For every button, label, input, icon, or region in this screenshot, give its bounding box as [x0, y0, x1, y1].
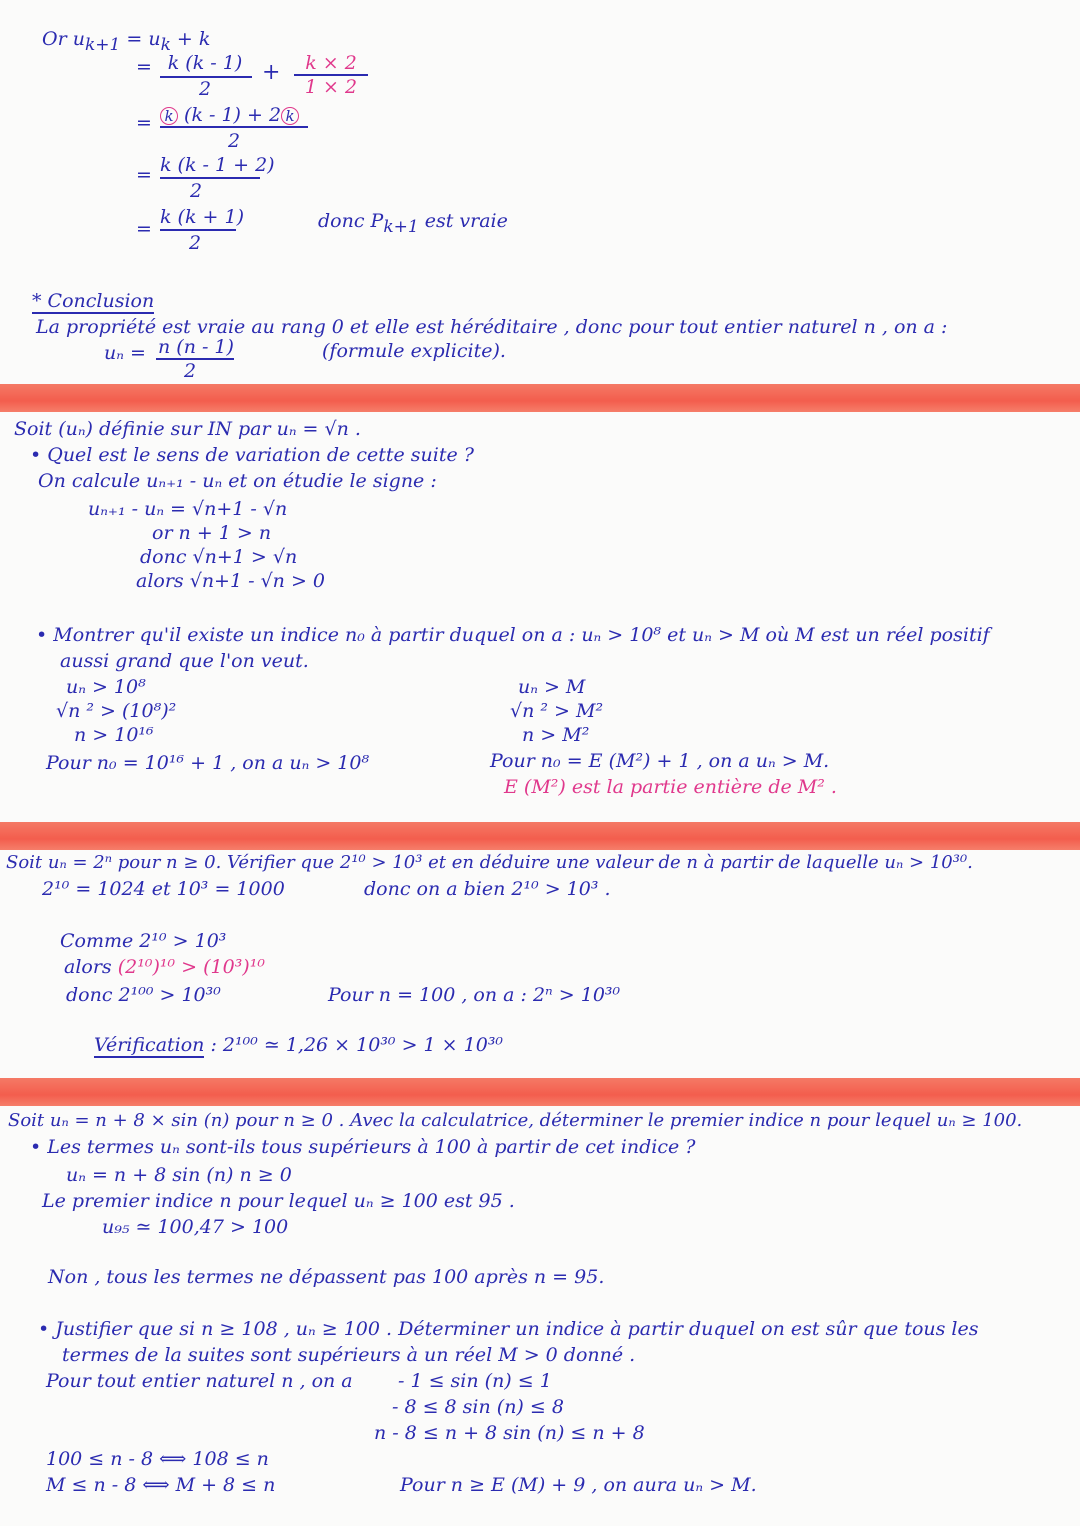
frac1-den: 2 — [198, 78, 212, 100]
s1-question-2b: aussi grand que l'on veut. — [60, 650, 309, 672]
frac2-num-text: (k - 1) + 2 — [178, 104, 282, 126]
s3-final: Pour n ≥ E (M) + 9 , on aura uₙ > M. — [400, 1474, 757, 1496]
or-line: Or $u_{k+1} = u_k + k$ — [42, 28, 211, 55]
frac1b-den: 1 × 2 — [304, 76, 358, 98]
frac4-bar — [160, 229, 236, 231]
conclusion-line: La propriété est vraie au rang 0 et elle est héréditaire , donc pour tout entier naturel n , on a : — [36, 316, 948, 338]
s1-donc: donc √n+1 > √n — [140, 546, 298, 568]
highlight-separator-2 — [0, 822, 1080, 850]
s1-diff: uₙ₊₁ - uₙ = √n+1 - √n — [88, 498, 288, 520]
s2-verif-value: : 2¹⁰⁰ ≃ 1,26 × 10³⁰ > 1 × 10³⁰ — [204, 1034, 504, 1056]
s2-statement: Soit uₙ = 2ⁿ pour n ≥ 0. Vérifier que 2¹⁰ > 10³ et en déduire une valeur de n à partir de laquelle uₙ > 10³⁰. — [6, 852, 973, 873]
frac4-num: k (k + 1) — [160, 206, 244, 228]
s2-comme: Comme 2¹⁰ > 10³ — [60, 930, 227, 952]
s1-b5: E (M²) est la partie entière de M² . — [504, 776, 837, 798]
frac1-num: k (k - 1) — [167, 52, 243, 74]
s2-donc: donc on a bien 2¹⁰ > 10³ . — [364, 878, 611, 900]
s1-a1: uₙ > 10⁸ — [66, 676, 146, 698]
s3-u95: u₉₅ ≃ 100,47 > 100 — [102, 1216, 289, 1238]
s3-question-2: • Justifier que si n ≥ 108 , uₙ ≥ 100 . Déterminer un indice à partir duquel on est sûr que tous les — [38, 1318, 979, 1340]
s3-question-1: • Les termes uₙ sont-ils tous supérieurs à 100 à partir de cet indice ? — [30, 1136, 696, 1158]
s1-calc-intro: On calcule uₙ₊₁ - uₙ et on étudie le signe : — [38, 470, 437, 492]
s3-pour-tout: Pour tout entier naturel n , on a — [46, 1370, 353, 1392]
donc-text: donc P — [318, 210, 384, 232]
s1-b4: Pour n₀ = E (M²) + 1 , on a uₙ > M. — [490, 750, 830, 772]
un-frac-den: 2 — [183, 360, 197, 382]
frac2-bar — [160, 126, 308, 128]
s2-donc2: donc 2¹⁰⁰ > 10³⁰ — [66, 984, 221, 1006]
donc-p-vraie — [318, 210, 508, 237]
s2-calc: 2¹⁰ = 1024 et 10³ = 1000 — [42, 878, 285, 900]
s2-alors-word: alors — [64, 956, 118, 978]
highlight-separator-3 — [0, 1078, 1080, 1106]
or-plus-k: + k — [170, 28, 211, 50]
un-eq: uₙ = — [104, 342, 146, 364]
s3-ineq-3: n - 8 ≤ n + 8 sin (n) ≤ n + 8 — [374, 1422, 645, 1444]
s3-equiv-2: M ≤ n - 8 ⟺ M + 8 ≤ n — [46, 1474, 276, 1496]
s3-ineq-1: - 1 ≤ sin (n) ≤ 1 — [398, 1370, 552, 1392]
s1-a4: Pour n₀ = 10¹⁶ + 1 , on a uₙ > 10⁸ — [46, 752, 370, 774]
s2-alors-expr: (2¹⁰)¹⁰ > (10³)¹⁰ — [117, 956, 265, 978]
s3-equiv-1: 100 ≤ n - 8 ⟺ 108 ≤ n — [46, 1448, 269, 1470]
s1-alors: alors √n+1 - √n > 0 — [136, 570, 325, 592]
highlight-separator-1 — [0, 384, 1080, 412]
formule-explicite: (formule explicite). — [322, 340, 506, 362]
frac4-den: 2 — [188, 232, 202, 254]
frac3-num: k (k - 1 + 2) — [160, 154, 275, 176]
frac1b-num: k × 2 — [305, 52, 357, 74]
s3-def: uₙ = n + 8 sin (n) n ≥ 0 — [66, 1164, 292, 1186]
conclusion-title-text: * Conclusion — [32, 290, 155, 312]
s3-first-index: Le premier indice n pour lequel uₙ ≥ 100 est 95 . — [42, 1190, 515, 1212]
s1-a2: √n ² > (10⁸)² — [56, 700, 177, 722]
s1-question-1: • Quel est le sens de variation de cette suite ? — [30, 444, 474, 466]
s1-or: or n + 1 > n — [152, 522, 272, 544]
s1-b3: n > M² — [522, 724, 590, 746]
s3-statement: Soit uₙ = n + 8 × sin (n) pour n ≥ 0 . Avec la calculatrice, déterminer le premier indice n pour lequel uₙ ≥ 100. — [8, 1110, 1023, 1131]
s1-b1: uₙ > M — [518, 676, 586, 698]
s3-non: Non , tous les termes ne dépassent pas 100 après n = 95. — [48, 1266, 605, 1288]
donc-end: est vraie — [418, 210, 508, 232]
donc-sub: k+1 — [383, 216, 419, 237]
plus-sign: + — [262, 60, 281, 85]
or-text: Or u — [42, 28, 85, 50]
s1-a3: n > 10¹⁶ — [74, 724, 154, 746]
frac3-den: 2 — [189, 180, 203, 202]
s1-question-2: • Montrer qu'il existe un indice n₀ à partir duquel on a : uₙ > 10⁸ et uₙ > M où M est un réel positif — [36, 624, 990, 646]
s3-ineq-2: - 8 ≤ 8 sin (n) ≤ 8 — [392, 1396, 564, 1418]
conclusion-title — [32, 290, 154, 313]
s3-question-2b: termes de la suites sont supérieurs à un réel M > 0 donné . — [62, 1344, 636, 1366]
s2-verif-label: Vérification — [94, 1034, 205, 1056]
circled-k: k — [160, 107, 178, 125]
frac3-bar — [160, 177, 260, 179]
s1-b2: √n ² > M² — [510, 700, 604, 722]
un-frac-num: n (n - 1) — [158, 336, 234, 358]
s1-statement: Soit (uₙ) définie sur IN par uₙ = √n . — [14, 418, 361, 440]
frac2-den: 2 — [227, 130, 241, 152]
s2-pour: Pour n = 100 , on a : 2ⁿ > 10³⁰ — [328, 984, 621, 1006]
frac2-num: k (k - 1) + 2 k — [160, 104, 299, 127]
s2-verification — [94, 1034, 503, 1057]
or-sub: k+1 — [84, 34, 121, 55]
or-eq: = u — [126, 28, 161, 50]
s2-alors — [64, 956, 265, 979]
